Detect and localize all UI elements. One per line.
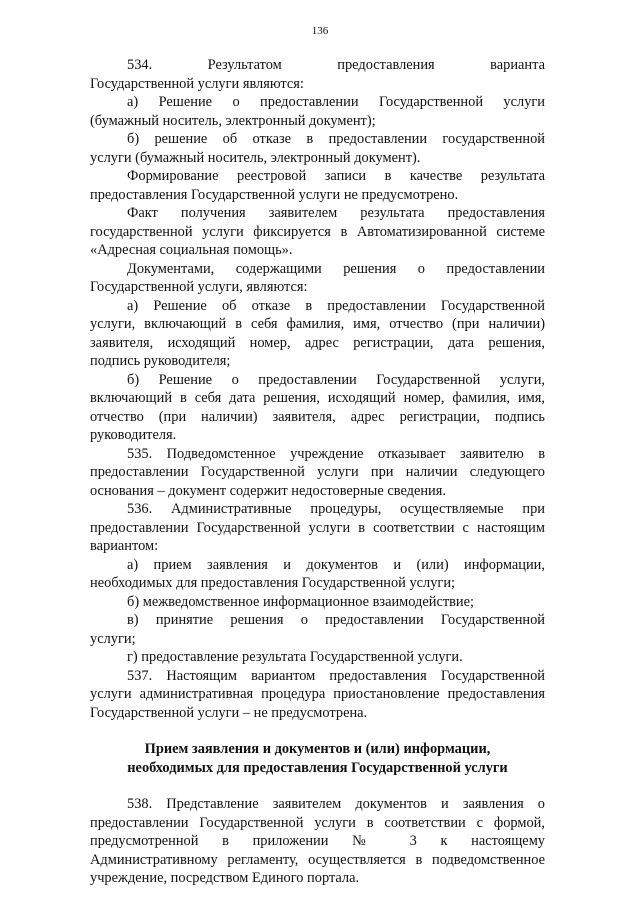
- text-line: услуги (бумажный носитель, электронный документ).: [90, 149, 421, 166]
- text-line: Государственной услуги, являются:: [90, 279, 308, 295]
- text-line: услуги административная процедура приостановление предоставления: [90, 686, 545, 702]
- text-line: а) Решение о предоставлении Государственной услуги: [127, 94, 545, 110]
- text-line: необходимых для предоставления Государственной услуги;: [90, 575, 456, 591]
- text-line: «Адресная социальная помощь».: [90, 242, 293, 258]
- text-line: предоставлении Государственной услуги при наличии следующего: [90, 464, 545, 480]
- text-line: 538. Представление заявителем документов и заявления о: [127, 796, 545, 812]
- spacer: [90, 722, 545, 740]
- text-line: учреждение, посредством Единого портала.: [90, 870, 360, 886]
- text-line: подпись руководителя;: [90, 353, 231, 369]
- main-text: [90, 56, 545, 722]
- text-line: заявителя, исходящий номер, адрес регистрации, дата решения,: [90, 334, 545, 351]
- spacer: [90, 777, 545, 795]
- text-line: (бумажный носитель, электронный документ);: [90, 112, 376, 129]
- text-line: а) прием заявления и документов и (или) информации,: [127, 556, 545, 573]
- text-line: основания – документ содержит недостоверные сведения.: [90, 482, 446, 499]
- text-line: Государственной услуги – не предусмотрена.: [90, 704, 368, 721]
- text-line: 535. Подведомстенное учреждение отказывает заявителю в: [127, 445, 545, 462]
- text-line: предоставлении Государственной услуги в соответствии с формой,: [90, 814, 545, 831]
- text-line: Факт получения заявителем результата предоставления: [127, 205, 545, 221]
- text-line: отчество (при наличии) заявителя, адрес регистрации, подпись: [90, 408, 545, 425]
- text-line: предусмотренной в приложении № 3 к настоящему: [90, 833, 545, 849]
- text-line: вариантом:: [90, 538, 159, 554]
- text-line: г) предоставление результата Государственной услуги.: [127, 649, 463, 665]
- text-line: Документами, содержащими решения о предоставлении: [127, 260, 545, 277]
- text-line: 536. Административные процедуры, осуществляемые при: [127, 501, 545, 517]
- closing-text: [90, 795, 545, 888]
- text-line: предоставлении Государственной услуги в соответствии с настоящим: [90, 519, 545, 536]
- text-line: предоставления Государственной услуги не предусмотрено.: [90, 186, 459, 203]
- text-line: а) Решение об отказе в предоставлении Государственной: [127, 297, 545, 314]
- heading-line: Прием заявления и документов и (или) информации,: [144, 741, 491, 757]
- text-line: в) принятие решения о предоставлении Государственной: [127, 612, 545, 628]
- text-line: б) решение об отказе в предоставлении государственной: [127, 131, 545, 147]
- document-body: [90, 56, 545, 888]
- text-line: Административному регламенту, осуществляется в подведомственное: [90, 851, 545, 868]
- text-line: руководителя.: [90, 427, 177, 443]
- text-line: государственной услуги фиксируется в Автоматизированной системе: [90, 223, 545, 240]
- text-line: б) межведомственное информационное взаимодействие;: [127, 593, 475, 610]
- text-line: б) Решение о предоставлении Государственной услуги,: [127, 371, 545, 388]
- text-line: Формирование реестровой записи в качестве результата: [127, 168, 545, 184]
- text-line: включающий в себя дата решения, исходящий номер, фамилия, имя,: [90, 390, 545, 406]
- page-number: 136: [311, 25, 329, 37]
- text-line: Государственной услуги являются:: [90, 75, 304, 92]
- text-line: 534. Результатом предоставления варианта: [127, 57, 545, 73]
- text-line: услуги, включающий в себя фамилия, имя, отчество (при наличии): [90, 316, 545, 332]
- text-line: 537. Настоящим вариантом предоставления Государственной: [127, 667, 545, 684]
- text-line: услуги;: [90, 630, 136, 647]
- section-heading: [90, 740, 545, 777]
- heading-line: необходимых для предоставления Государственной услуги: [127, 759, 508, 776]
